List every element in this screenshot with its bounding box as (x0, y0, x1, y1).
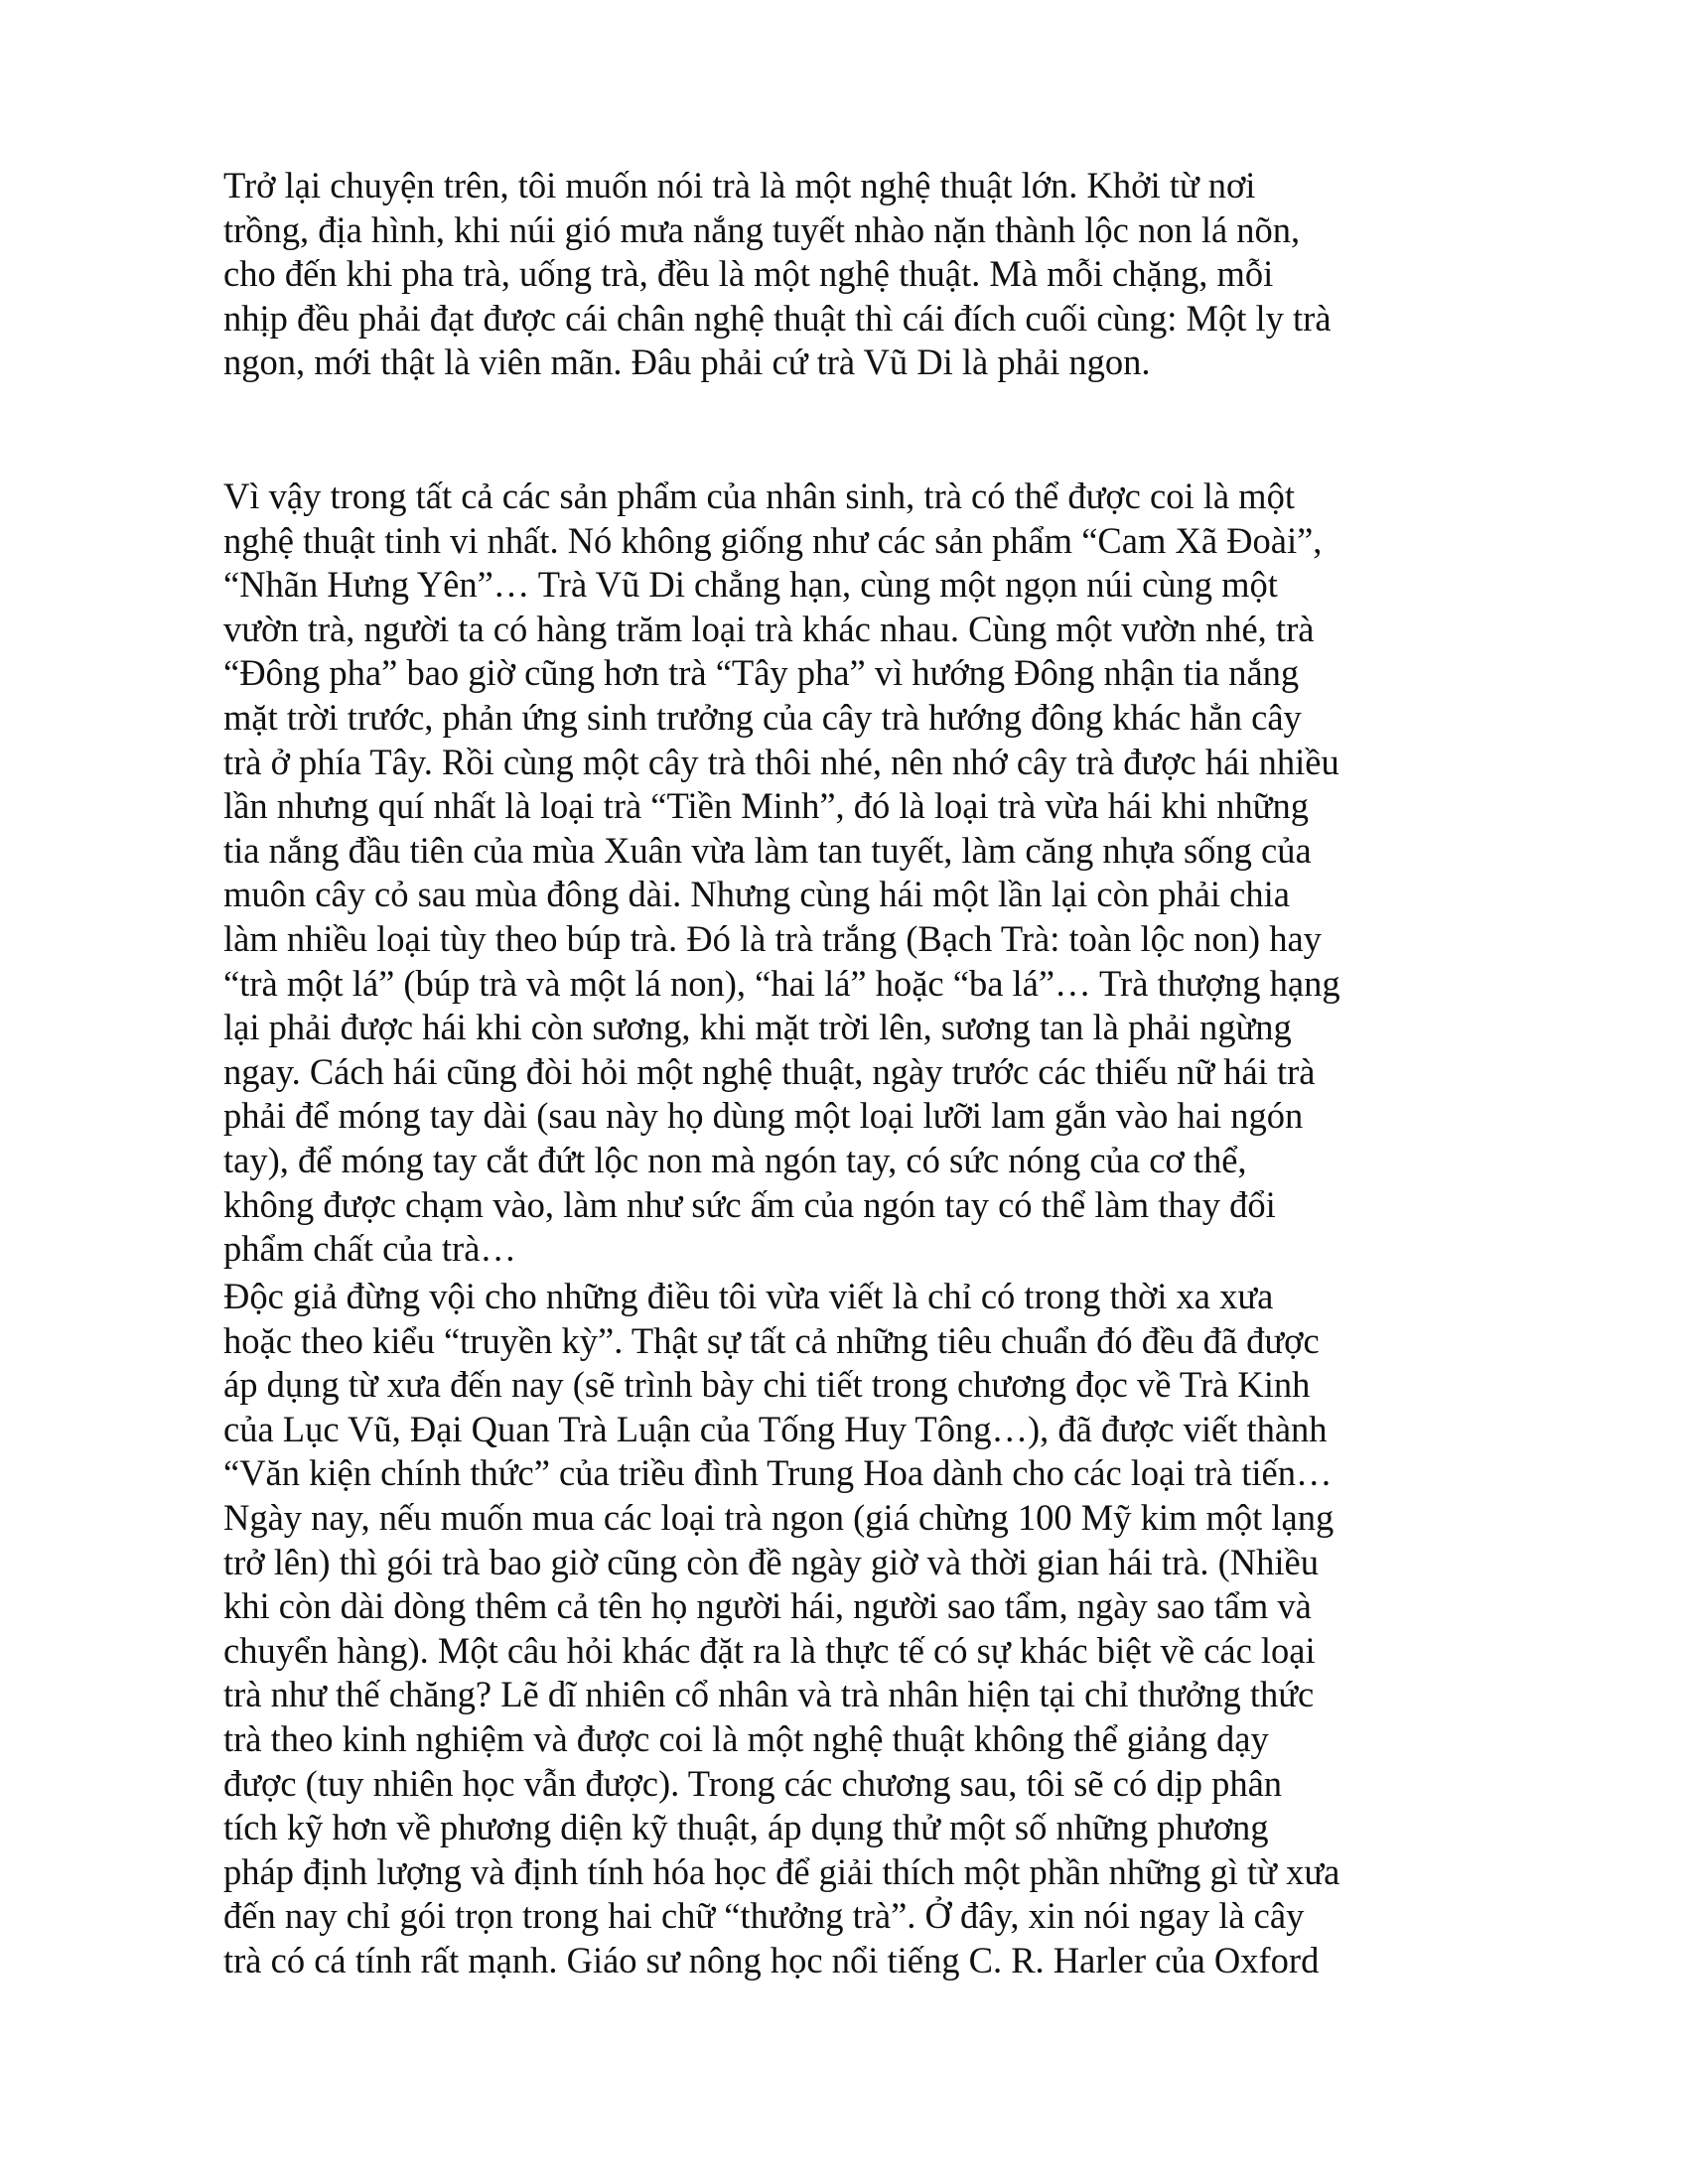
text-line: tích kỹ hơn về phương diện kỹ thuật, áp dụng thử một số những phương (223, 1807, 1269, 1848)
text-line: Độc giả đừng vội cho những điều tôi vừa viết là chỉ có trong thời xa xưa (223, 1276, 1274, 1316)
text-line: trà ở phía Tây. Rồi cùng một cây trà thôi nhé, nên nhớ cây trà được hái nhiều (223, 741, 1339, 782)
text-line: lần nhưng quí nhất là loại trà “Tiền Minh”, đó là loại trà vừa hái khi những (223, 785, 1309, 827)
text-line: Ngày nay, nếu muốn mua các loại trà ngon (giá chừng 100 Mỹ kim một lạng (223, 1496, 1335, 1538)
text-line: “Đông pha” bao giờ cũng hơn trà “Tây pha” vì hướng Đông nhận tia nắng (223, 652, 1300, 694)
text-line: Vì vậy trong tất cả các sản phẩm của nhân sinh, trà có thể được coi là một (223, 476, 1295, 516)
paragraph-2 (223, 475, 1475, 1272)
text-line: phải để móng tay dài (sau này họ dùng một loại lưỡi lam gắn vào hai ngón (223, 1095, 1304, 1137)
text-line: phẩm chất của trà… (223, 1228, 516, 1270)
text-line: không được chạm vào, làm như sức ấm của ngón tay có thể làm thay đổi (223, 1183, 1276, 1225)
paragraph-1 (223, 164, 1475, 385)
text-line: vườn trà, người ta có hàng trăm loại trà khác nhau. Cùng một vườn nhé, trà (223, 608, 1315, 649)
text-line: ngay. Cách hái cũng đòi hỏi một nghệ thuật, ngày trước các thiếu nữ hái trà (223, 1050, 1316, 1092)
text-line: trở lên) thì gói trà bao giờ cũng còn đề ngày giờ và thời gian hái trà. (Nhiều (223, 1541, 1319, 1582)
text-line: “trà một lá” (búp trà và một lá non), “hai lá” hoặc “ba lá”… Trà thượng hạng (223, 962, 1340, 1004)
text-line: trà như thế chăng? Lẽ dĩ nhiên cổ nhân và trà nhân hiện tại chỉ thưởng thức (223, 1674, 1315, 1715)
text-line: ngon, mới thật là viên mãn. Đâu phải cứ trà Vũ Di là phải ngon. (223, 341, 1151, 383)
text-line: tay), để móng tay cắt đứt lộc non mà ngón tay, có sức nóng của cơ thể, (223, 1139, 1247, 1180)
text-line: cho đến khi pha trà, uống trà, đều là một nghệ thuật. Mà mỗi chặng, mỗi (223, 253, 1274, 295)
text-line: của Lục Vũ, Đại Quan Trà Luận của Tống Huy Tông…), đã được viết thành (223, 1408, 1328, 1449)
text-line: lại phải được hái khi còn sương, khi mặt trời lên, sương tan là phải ngừng (223, 1007, 1292, 1048)
text-line: khi còn dài dòng thêm cả tên họ người hái, người sao tẩm, ngày sao tẩm và (223, 1585, 1312, 1627)
text-line: làm nhiều loại tùy theo búp trà. Đó là trà trắng (Bạch Trà: toàn lộc non) hay (223, 917, 1322, 959)
text-line: mặt trời trước, phản ứng sinh trưởng của cây trà hướng đông khác hẳn cây (223, 696, 1302, 738)
text-line: chuyển hàng). Một câu hỏi khác đặt ra là thực tế có sự khác biệt về các loại (223, 1629, 1316, 1671)
text-line: pháp định lượng và định tính hóa học để giải thích một phần những gì từ xưa (223, 1850, 1340, 1892)
text-line: áp dụng từ xưa đến nay (sẽ trình bày chi tiết trong chương đọc về Trà Kinh (223, 1364, 1311, 1406)
text-line: muôn cây cỏ sau mùa đông dài. Nhưng cùng hái một lần lại còn phải chia (223, 874, 1290, 915)
text-line: trồng, địa hình, khi núi gió mưa nắng tuyết nhào nặn thành lộc non lá nõn, (223, 208, 1301, 250)
text-line: “Văn kiện chính thức” của triều đình Trung Hoa dành cho các loại trà tiến… (223, 1452, 1333, 1494)
text-line: “Nhãn Hưng Yên”… Trà Vũ Di chẳng hạn, cùng một ngọn núi cùng một (223, 564, 1278, 606)
text-line: đến nay chỉ gói trọn trong hai chữ “thưởng trà”. Ở đây, xin nói ngay là cây (223, 1895, 1305, 1937)
text-line: trà theo kinh nghiệm và được coi là một nghệ thuật không thể giảng dạy (223, 1717, 1269, 1759)
text-line: hoặc theo kiểu “truyền kỳ”. Thật sự tất cả những tiêu chuẩn đó đều đã được (223, 1319, 1320, 1361)
text-line: Trở lại chuyện trên, tôi muốn nói trà là một nghệ thuật lớn. Khởi từ nơi (223, 165, 1256, 205)
text-line: tia nắng đầu tiên của mùa Xuân vừa làm tan tuyết, làm căng nhựa sống của (223, 829, 1312, 871)
text-line: nghệ thuật tinh vi nhất. Nó không giống như các sản phẩm “Cam Xã Đoài”, (223, 519, 1323, 561)
text-line: nhịp đều phải đạt được cái chân nghệ thuật thì cái đích cuối cùng: Một ly trà (223, 297, 1332, 339)
text-line: trà có cá tính rất mạnh. Giáo sư nông học nổi tiếng C. R. Harler của Oxford (223, 1939, 1320, 1980)
paragraph-3 (223, 1275, 1475, 1983)
text-line: được (tuy nhiên học vẫn được). Trong các chương sau, tôi sẽ có dịp phân (223, 1762, 1283, 1804)
